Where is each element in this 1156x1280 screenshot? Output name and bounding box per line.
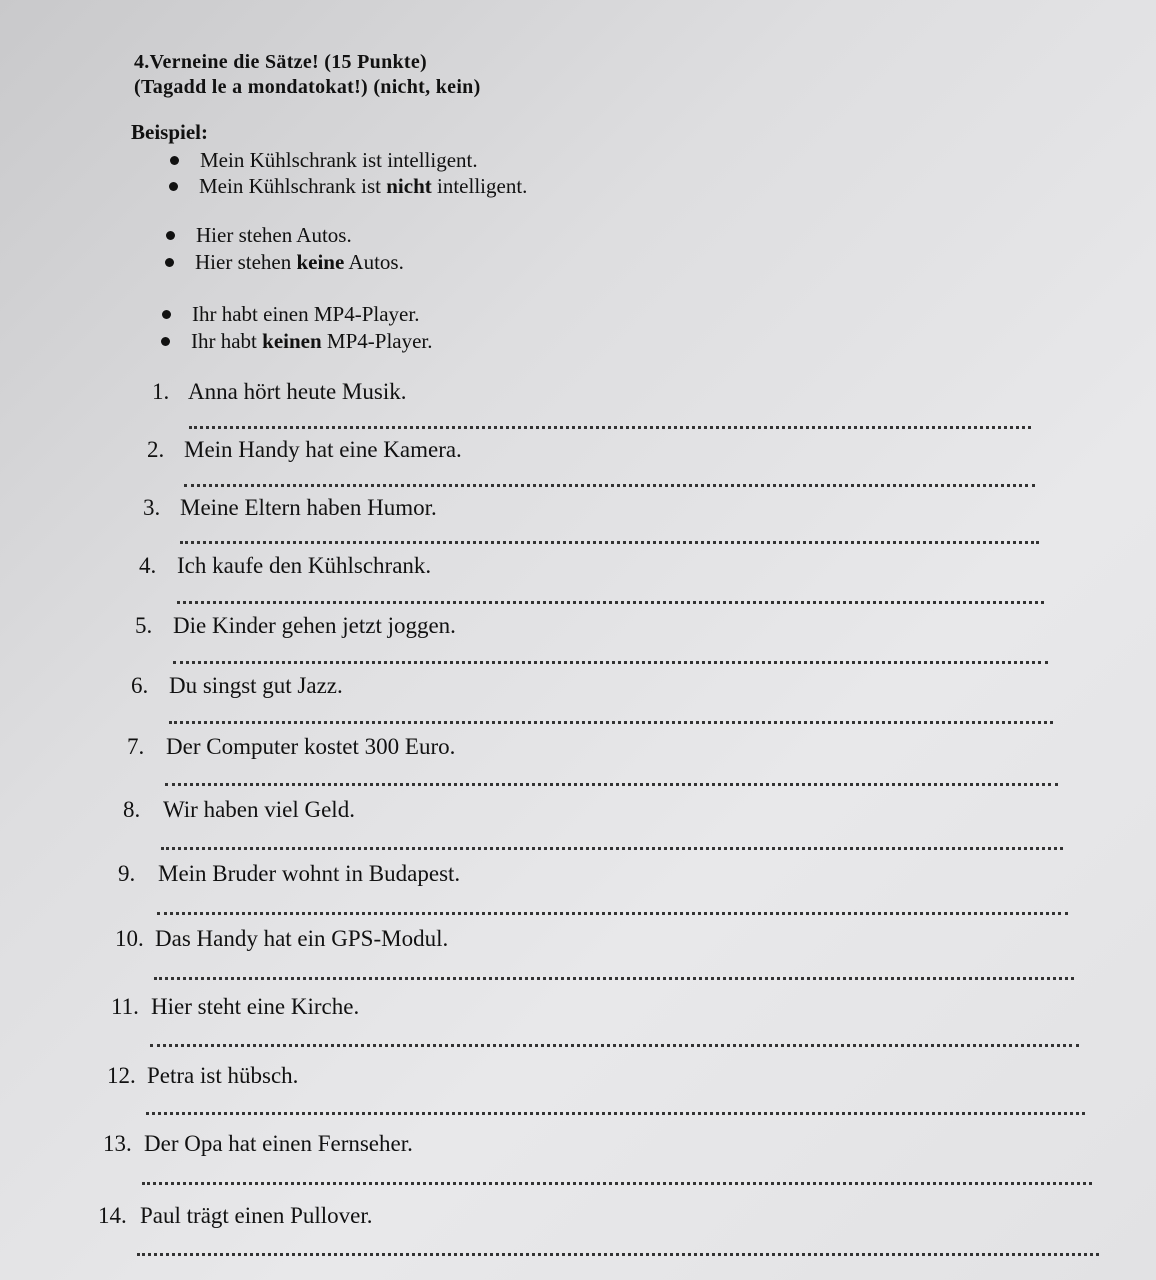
bullet-icon [162, 310, 171, 319]
answer-line[interactable] [173, 661, 1048, 664]
exercise-item: 6. Du singst gut Jazz. [131, 673, 343, 698]
exercise-item: 9. Mein Bruder wohnt in Budapest. [118, 861, 461, 886]
exercise-item: 14. Paul trägt einen Pullover. [98, 1203, 373, 1228]
answer-line[interactable] [154, 977, 1074, 980]
answer-line[interactable] [146, 1112, 1085, 1115]
exercise-item: 11. Hier steht eine Kirche. [111, 994, 360, 1019]
exercise-item: 13. Der Opa hat einen Fernseher. [103, 1131, 413, 1156]
example-original-3: Ihr habt einen MP4-Player. [192, 302, 419, 327]
example-original-2: Hier stehen Autos. [196, 223, 352, 248]
example-negated-3: Ihr habt keinen MP4-Player. [191, 329, 433, 354]
bullet-icon [170, 156, 179, 165]
example-original-1: Mein Kühlschrank ist intelligent. [200, 148, 478, 173]
exercise-item: 5. Die Kinder gehen jetzt joggen. [135, 613, 456, 638]
answer-line[interactable] [180, 541, 1039, 544]
example-label: Beispiel: [131, 120, 208, 144]
negation-word: nicht [386, 174, 432, 198]
exercise-item: 12. Petra ist hübsch. [107, 1063, 299, 1088]
exercise-item: 8. Wir haben viel Geld. [123, 797, 355, 822]
bullet-icon [165, 258, 174, 267]
exercise-instruction: (Tagadd le a mondatokat!) (nicht, kein) [134, 76, 481, 98]
answer-line[interactable] [137, 1253, 1099, 1256]
exercise-item: 4. Ich kaufe den Kühlschrank. [139, 553, 432, 578]
answer-line[interactable] [157, 912, 1068, 915]
exercise-item: 7. Der Computer kostet 300 Euro. [127, 734, 456, 759]
bullet-icon [169, 182, 178, 191]
answer-line[interactable] [150, 1044, 1079, 1047]
exercise-item: 10. Das Handy hat ein GPS-Modul. [115, 926, 449, 951]
example-negated-1: Mein Kühlschrank ist nicht intelligent. [199, 174, 527, 199]
answer-line[interactable] [184, 484, 1035, 487]
example-negated-2: Hier stehen keine Autos. [195, 250, 404, 275]
answer-line[interactable] [142, 1182, 1092, 1185]
answer-line[interactable] [177, 601, 1044, 604]
answer-line[interactable] [189, 426, 1031, 429]
exercise-item: 2. Mein Handy hat eine Kamera. [147, 437, 462, 462]
exercise-title: 4.Verneine die Sätze! (15 Punkte) [134, 51, 428, 73]
negation-word: keine [296, 250, 345, 274]
negation-word: keinen [262, 329, 322, 353]
bullet-icon [166, 231, 175, 240]
exercise-item: 1. Anna hört heute Musik. [152, 379, 407, 404]
exercise-heading [134, 50, 481, 100]
answer-line[interactable] [165, 783, 1058, 786]
bullet-icon [161, 337, 170, 346]
answer-line[interactable] [169, 721, 1053, 724]
exercise-item: 3. Meine Eltern haben Humor. [143, 495, 437, 520]
answer-line[interactable] [161, 847, 1063, 850]
